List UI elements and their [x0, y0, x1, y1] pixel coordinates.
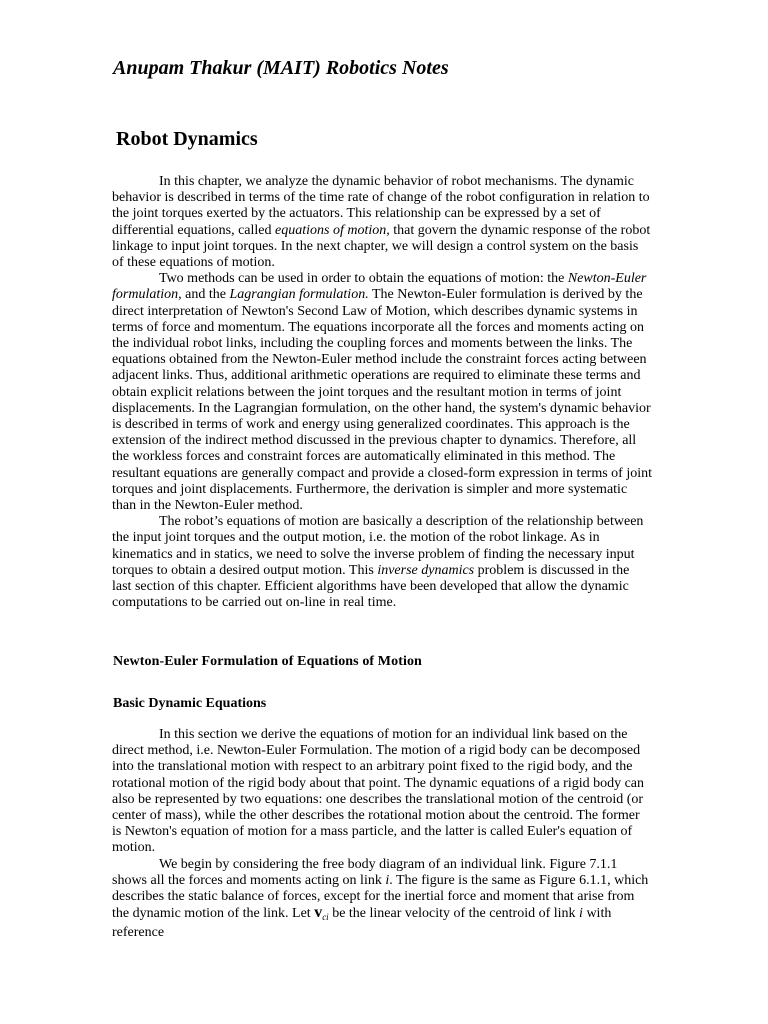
intro-paragraph-1: In this chapter, we analyze the dynamic behavior of robot mechanisms. The dynamic behavior is described in terms of the time rate of change of the robot configuration in relation to the joint torques exerted by the actuators. This relationship can be expressed by a set of differential equations, called equations of motion, that govern the dynamic response of the robot linkage to input joint torques. In the next chapter, we will design a control system on the basis of these equations of motion. — [112, 174, 651, 271]
chapter-title: Robot Dynamics — [116, 128, 258, 150]
subsection-text — [112, 727, 652, 942]
velocity-subscript: ci — [322, 912, 329, 923]
emphasis-inverse-dynamics: inverse dynamics — [377, 562, 475, 578]
section-heading: Newton-Euler Formulation of Equations of Motion — [113, 654, 422, 669]
subsection-paragraph-1: In this section we derive the equations of motion for an individual link based on the direct method, i.e. Newton-Euler Formulation. The motion of a rigid body can be decomposed into the translational motion with respect to an arbitrary point fixed to the rigid body, and the rotational motion of the rigid body about that point. The dynamic equations of a rigid body can also be represented by two equations: one describes the translational motion of the centroid (or center of mass), while the other describes the rotational motion about the centroid. The former is Newton's equation of motion for a mass particle, and the latter is called Euler's equation of motion. — [112, 727, 645, 856]
emphasis-equations-of-motion: equations of motion, — [275, 222, 390, 238]
intro-paragraph-2: Two methods can be used in order to obtain the equations of motion: the Newton-Euler formulation, and the Lagrangian formulation. The Newton-Euler formulation is derived by the direct interpretation of Newton's Second Law of Motion, which describes dynamic systems in terms of force and momentum. The equations incorporate all the forces and moments acting on the individual robot links, including the coupling forces and moments between the links. The equations obtained from the Newton-Euler method include the constraint forces acting between adjacent links. Thus, additional arithmetic operations are required to eliminate these terms and obtain explicit relations between the joint torques and the resultant motion in terms of joint displacements. In the Lagrangian formulation, on the other hand, the system's dynamic behavior is described in terms of work and energy using generalized coordinates. This approach is the extension of the indirect method discussed in the previous chapter to dynamics. Therefore, all the workless forces and constraint forces are automatically eliminated in this method. The resultant equations are generally compact and provide a closed-form expression in terms of joint torques and joint displacements. Furthermore, the derivation is simpler and more systematic than in the Newton-Euler method. — [112, 271, 652, 514]
running-header: Anupam Thakur (MAIT) Robotics Notes — [113, 57, 449, 79]
subsection-heading: Basic Dynamic Equations — [113, 696, 267, 711]
intro-text — [112, 174, 652, 611]
emphasis-lagrangian: Lagrangian formulation. — [229, 287, 369, 303]
subsection-paragraph-2: We begin by considering the free body diagram of an individual link. Figure 7.1.1 shows all the forces and moments acting on link i. The figure is the same as Figure 6.1.1, which describes the static balance of forces, except for the inertial force and moment that arise from the dynamic motion of the link. Let $v_{ci}$ be the linear velocity of the centroid of link i with reference — [112, 856, 649, 941]
emphasis-newton-euler: Newton-Euler formulation, — [112, 271, 647, 303]
velocity-symbol: v — [314, 904, 323, 922]
intro-paragraph-3: The robot’s equations of motion are basically a description of the relationship between the input joint torques and the output motion, i.e. the motion of the robot linkage. As in kinematics and in statics, we need to solve the inverse problem of finding the necessary input torques to obtain a desired output motion. This inverse dynamics problem is discussed in the last section of this chapter. Efficient algorithms have been developed that allow the dynamic computations to be carried out on-line in real time. — [112, 514, 644, 611]
